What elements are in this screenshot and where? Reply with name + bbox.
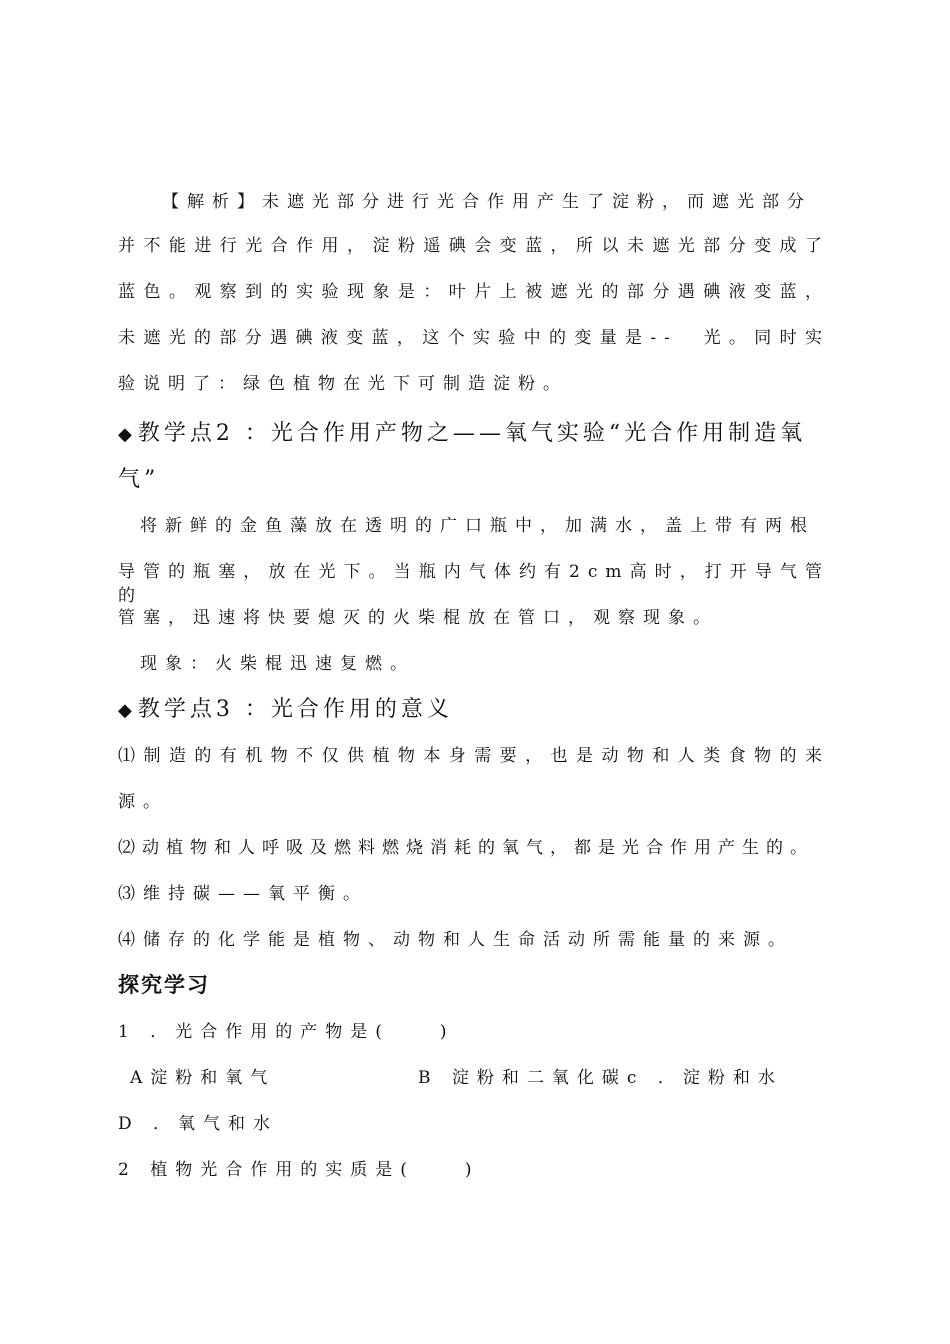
analysis-line-3: 蓝色。观察到的实验现象是：叶片上被遮光的部分遇碘液变蓝， xyxy=(118,282,830,302)
point2-para-2: 导管的瓶塞，放在光下。当瓶内气体约有2cm高时，打开导气管的 xyxy=(118,562,830,606)
diamond-bullet-icon: ◆ xyxy=(118,700,132,721)
analysis-line-1: 【解析】未遮光部分进行光合作用产生了淀粉，而遮光部分 xyxy=(162,192,812,212)
analysis-line-4: 未遮光的部分遇碘液变蓝，这个实验中的变量是-- 光。同时实 xyxy=(118,328,830,348)
analysis-line-2: 并不能进行光合作用，淀粉遥碘会变蓝，所以未遮光部分变成了 xyxy=(118,236,830,256)
point2-para-3: 管塞，迅速将快要熄灭的火柴棍放在管口，观察现象。 xyxy=(118,608,718,628)
point2-heading-cont: 气” xyxy=(118,467,160,492)
analysis-line-5: 验说明了：绿色植物在光下可制造淀粉。 xyxy=(118,374,568,394)
question-1-option-d: D ．氧气和水 xyxy=(118,1114,279,1134)
point3-heading xyxy=(118,694,838,727)
point3-heading-text: 教学点3 ：光合作用的意义 xyxy=(137,697,453,722)
question-2: 2 植物光合作用的实质是( ) xyxy=(118,1160,480,1180)
point2-phenomenon: 现象：火柴棍迅速复燃。 xyxy=(140,654,415,674)
point3-item-4: ⑷储存的化学能是植物、动物和人生命活动所需能量的来源。 xyxy=(118,930,793,950)
question-1-option-bc: B 淀粉和二氧化碳c ．淀粉和水 xyxy=(418,1068,783,1088)
point2-heading-text: 教学点2 ：光合作用产物之——氧气实验“光合作用制造氧 xyxy=(137,421,807,446)
diamond-bullet-icon: ◆ xyxy=(118,424,132,445)
point3-item-2: ⑵动植物和人呼吸及燃料燃烧消耗的氧气，都是光合作用产生的。 xyxy=(118,838,814,858)
question-1-option-a: A淀粉和氧气 xyxy=(130,1068,276,1088)
point3-item-1: ⑴制造的有机物不仅供植物本身需要，也是动物和人类食物的来 xyxy=(118,746,830,766)
point3-item-1-cont: 源。 xyxy=(118,792,168,812)
point3-item-3: ⑶维持碳——氧平衡。 xyxy=(118,884,368,904)
point2-heading xyxy=(118,418,838,451)
question-1: 1 ．光合作用的产物是( ) xyxy=(118,1022,455,1042)
inquiry-title: 探究学习 xyxy=(118,973,210,997)
point2-para-1: 将新鲜的金鱼藻放在透明的广口瓶中，加满水，盖上带有两根 xyxy=(140,516,815,536)
